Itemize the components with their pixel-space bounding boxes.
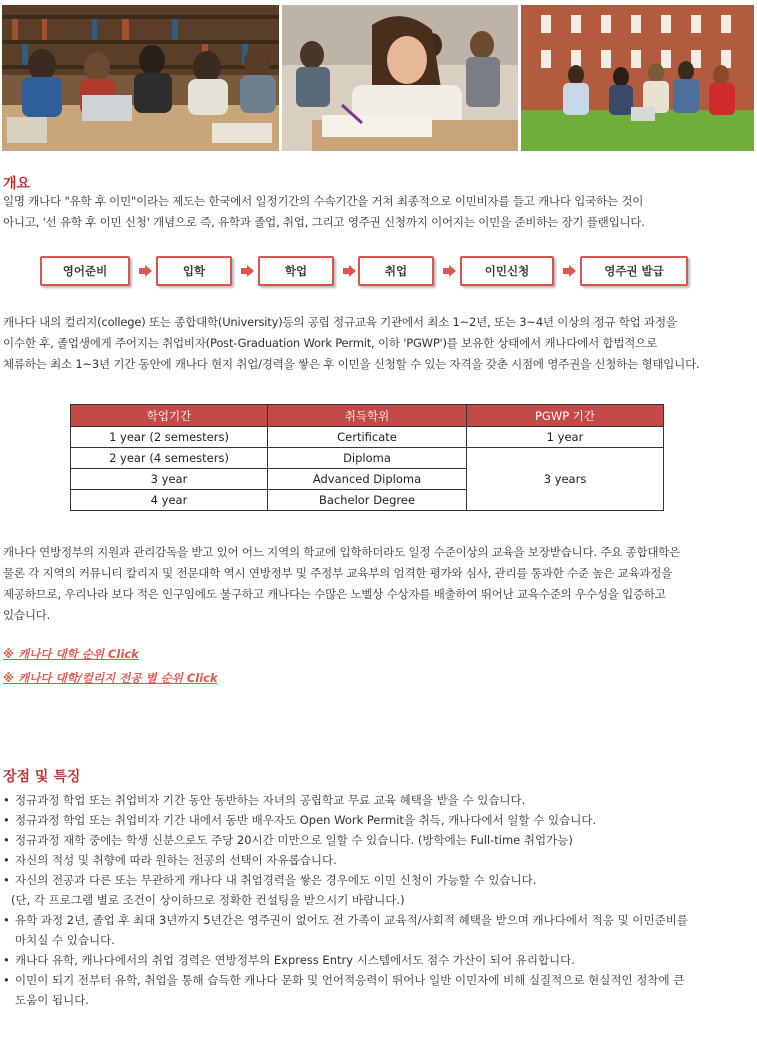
bullet-icon: •	[3, 953, 10, 967]
feature-text: 정규과정 학업 또는 취업비자 기간 동안 동반하는 자녀의 공립학교 무료 교육 혜택을 받을 수 있습니다.	[15, 793, 526, 807]
quality-line: 제공하므로, 우리나라 보다 적은 인구임에도 불구하고 캐나다는 수많은 노벨상 수상자를 배출하여 뛰어난 교육수준의 우수성을 입증하고	[3, 587, 666, 601]
immigration-process-flow	[40, 256, 690, 288]
table-row	[71, 448, 664, 469]
flow-step-study: 학업	[258, 256, 334, 286]
feature-text: 자신의 적성 및 취향에 따라 원하는 전공의 선택이 자유롭습니다.	[15, 853, 337, 867]
flow-step-employment: 취업	[358, 256, 434, 286]
feature-text-continued: 마치실 수 있습니다.	[15, 933, 115, 947]
overview-line: 아니고, '선 유학 후 이민 신청' 개념으로 즉, 유학과 졸업, 취업, 그리고 영주권 신청까지 이어지는 이민을 준비하는 장기 플랜입니다.	[3, 215, 645, 229]
features-list	[3, 790, 753, 1010]
university-ranking-link[interactable]: ※ 캐나다 대학 순위 Click	[3, 647, 139, 661]
cell-period: 2 year (4 semesters)	[71, 448, 268, 469]
pgwp-period-table	[70, 404, 664, 511]
student-writing-photo	[282, 5, 518, 151]
flow-step-pr-issuance: 영주권 발급	[580, 256, 688, 286]
list-item	[3, 910, 753, 950]
flow-step-immigration-application: 이민신청	[460, 256, 554, 286]
pgwp-description	[3, 312, 753, 375]
cell-period: 4 year	[71, 490, 268, 511]
students-campus-lawn-photo	[521, 5, 754, 151]
overview-text	[3, 191, 753, 233]
cell-degree: Advanced Diploma	[268, 469, 467, 490]
list-item	[3, 810, 753, 830]
bullet-icon: •	[3, 813, 10, 827]
bullet-icon: •	[3, 853, 10, 867]
list-item	[3, 950, 753, 970]
major-ranking-link[interactable]: ※ 캐나다 대학/컬리지 전공 별 순위 Click	[3, 671, 218, 685]
feature-text: 유학 과정 2년, 졸업 후 최대 3년까지 5년간은 영주권이 없어도 전 가족이 교육적/사회적 혜택을 받으며 캐나다에서 적응 및 이민준비를	[15, 913, 688, 927]
header-degree: 취득학위	[268, 405, 467, 427]
list-item	[3, 970, 753, 1010]
description-line: 캐나다 내의 컬리지(college) 또는 종합대학(University)등의 공립 정규교육 기관에서 최소 1~2년, 또는 3~4년 이상의 정규 학업 과정을	[3, 315, 677, 329]
header-photo-strip	[2, 5, 754, 151]
feature-note	[3, 890, 753, 910]
bullet-icon: •	[3, 973, 10, 987]
cell-period: 3 year	[71, 469, 268, 490]
cell-pgwp: 3 years	[467, 448, 664, 511]
feature-text: 캐나다 유학, 캐나다에서의 취업 경력은 연방정부의 Express Entry 시스템에서도 점수 가산이 되어 유리합니다.	[15, 953, 575, 967]
table-header-row	[71, 405, 664, 427]
features-title: 장점 및 특징	[3, 769, 81, 785]
quality-line: 있습니다.	[3, 608, 51, 622]
list-item	[3, 830, 753, 850]
quality-line: 캐나다 연방정부의 지원과 관리감독을 받고 있어 어느 지역의 학교에 입학하더라도 일정 수준이상의 교육을 보장받습니다. 주요 종합대학은	[3, 545, 681, 559]
note-text: (단, 각 프로그램 별로 조건이 상이하므로 정확한 컨설팅을 받으시기 바랍니다.)	[11, 893, 405, 907]
feature-text: 이민이 되기 전부터 유학, 취업을 통해 습득한 캐나다 문화 및 언어적응력이 뛰어나 일반 이민자에 비해 실질적으로 현실적인 정착에 큰	[15, 973, 685, 987]
list-item	[3, 790, 753, 810]
cell-degree: Diploma	[268, 448, 467, 469]
flow-step-admission: 입학	[156, 256, 232, 286]
cell-pgwp: 1 year	[467, 427, 664, 448]
quality-line: 물론 각 지역의 커뮤니티 칼리지 및 전문대학 역시 연방정부 및 주정부 교육부의 엄격한 평가와 심사, 관리를 통과한 수준 높은 교육과정을	[3, 566, 673, 580]
feature-text: 자신의 전공과 다른 또는 무관하게 캐나다 내 취업경력을 쌓은 경우에도 이민 신청이 가능할 수 있습니다.	[15, 873, 537, 887]
students-library-photo	[2, 5, 279, 151]
list-item	[3, 870, 753, 890]
table-row	[71, 427, 664, 448]
overview-title: 개요	[3, 176, 31, 192]
bullet-icon: •	[3, 793, 10, 807]
feature-text: 정규과정 재학 중에는 학생 신분으로도 주당 20시간 미만으로 일할 수 있습니다. (방학에는 Full-time 취업가능)	[15, 833, 573, 847]
list-item	[3, 850, 753, 870]
bullet-icon: •	[3, 873, 10, 887]
header-pgwp-period: PGWP 기간	[467, 405, 664, 427]
bullet-icon: •	[3, 913, 10, 927]
bullet-icon: •	[3, 833, 10, 847]
feature-text-continued: 도움이 됩니다.	[15, 993, 89, 1007]
cell-degree: Certificate	[268, 427, 467, 448]
description-line: 이수한 후, 졸업생에게 주어지는 취업비자(Post-Graduation Work Permit, 이하 'PGWP')를 보유한 상태에서 캐나다에서 합법적으로	[3, 336, 657, 350]
overview-line: 일명 캐나다 "유학 후 이민"이라는 제도는 한국에서 일정기간의 수속기간을 거쳐 최종적으로 이민비자를 들고 캐나다 입국하는 것이	[3, 194, 644, 208]
education-quality-text	[3, 542, 753, 626]
flow-step-english: 영어준비	[40, 256, 130, 286]
description-line: 체류하는 최소 1~3년 기간 동안에 캐나다 현지 취업/경력을 쌓은 후 이민을 신청할 수 있는 자격을 갖춘 시점에 영주권을 신청하는 형태입니다.	[3, 357, 700, 371]
cell-period: 1 year (2 semesters)	[71, 427, 268, 448]
header-study-period: 학업기간	[71, 405, 268, 427]
feature-text: 정규과정 학업 또는 취업비자 기간 내에서 동반 배우자도 Open Work Permit을 취득, 캐나다에서 일할 수 있습니다.	[15, 813, 597, 827]
cell-degree: Bachelor Degree	[268, 490, 467, 511]
